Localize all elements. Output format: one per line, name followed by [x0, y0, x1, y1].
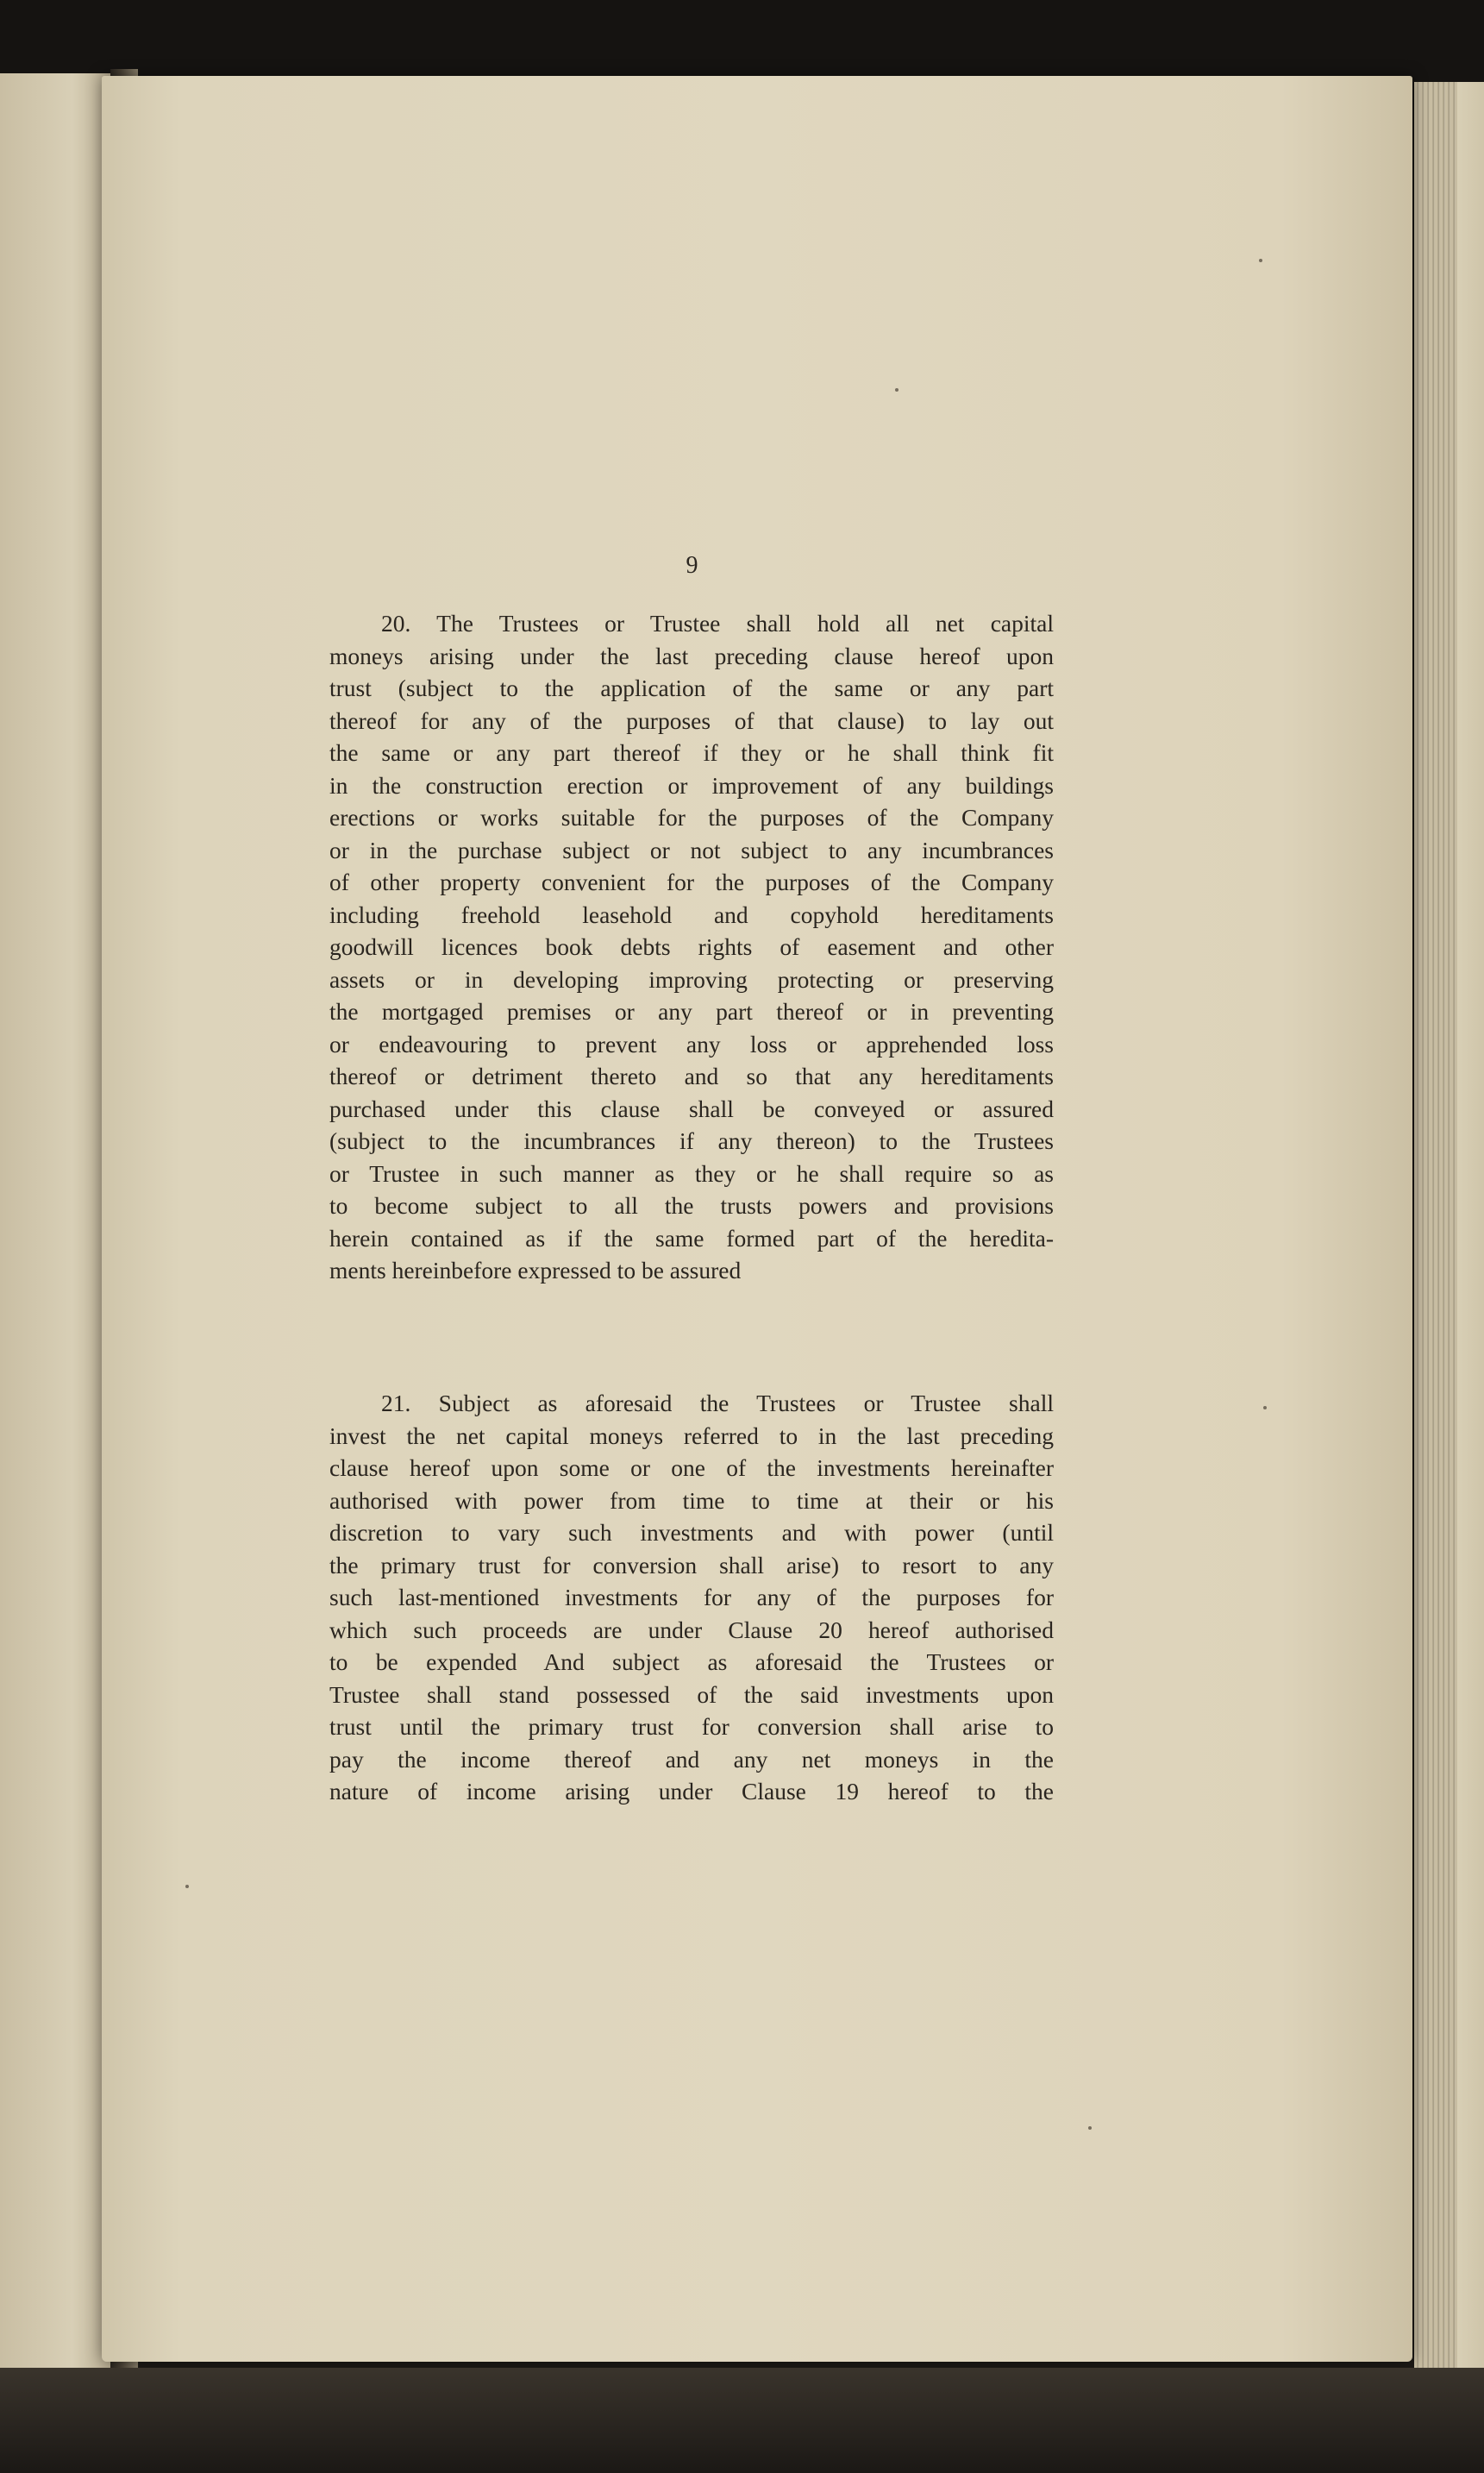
clause-21-line: Trustee shall stand possessed of the said investments upon	[329, 1680, 1054, 1708]
clause-20-line: thereof for any of the purposes of that clause) to lay out	[329, 706, 1054, 734]
clause-21-line: to be expended And subject as aforesaid the Trustees or	[329, 1648, 1054, 1675]
clause-20-line: assets or in developing improving protecting or preserving	[329, 965, 1054, 993]
paper-speck	[1263, 1406, 1267, 1409]
clause-20-line: trust (subject to the application of the same or any part	[329, 675, 1054, 701]
clause-20-line: or in the purchase subject or not subject to any incumbrances	[329, 836, 1054, 863]
clause-21-line: which such proceeds are under Clause 20 hereof authorised	[329, 1616, 1054, 1643]
clause-20-line: moneys arising under the last preceding clause hereof upon	[329, 642, 1054, 669]
clause-20-line: 20. The Trustees or Trustee shall hold all net capital	[381, 610, 1054, 637]
clause-21-line: invest the net capital moneys referred to in the last preceding	[329, 1422, 1054, 1449]
clause-20-line: ments hereinbefore expressed to be assured	[329, 1257, 742, 1284]
clause-21	[329, 1387, 1054, 1808]
clause-20-line: thereof or detriment thereto and so that any hereditaments	[329, 1063, 1054, 1089]
clause-20-line: the mortgaged premises or any part thereof or in preventing	[329, 998, 1054, 1025]
clause-21-line: trust until the primary trust for conversion shall arise to	[329, 1713, 1054, 1740]
clause-21-line: such last-mentioned investments for any of the purposes for	[329, 1584, 1054, 1610]
clause-20-line: herein contained as if the same formed part of the heredita-	[329, 1224, 1054, 1252]
clause-21-line: discretion to vary such investments and with power (until	[329, 1519, 1054, 1546]
clause-21-line: the primary trust for conversion shall arise) to resort to any	[329, 1551, 1054, 1579]
scan-bottom-edge	[0, 2368, 1484, 2473]
clause-20-line: of other property convenient for the purposes of the Company	[329, 869, 1054, 895]
clause-20	[329, 607, 1054, 1287]
clause-20-line: goodwill licences book debts rights of easement and other	[329, 933, 1054, 960]
clause-21-line: clause hereof upon some or one of the investments hereinafter	[329, 1454, 1054, 1481]
clause-20-line: to become subject to all the trusts powers and provisions	[329, 1192, 1054, 1219]
clause-21-line: pay the income thereof and any net moneys in the	[329, 1745, 1054, 1773]
paper-speck	[895, 388, 899, 392]
paper-speck	[1088, 2126, 1092, 2130]
clause-21-line: 21. Subject as aforesaid the Trustees or Trustee shall	[381, 1390, 1054, 1416]
page-number: 9	[686, 552, 698, 579]
paper-speck	[185, 1885, 189, 1888]
clause-20-line: erections or works suitable for the purposes of the Company	[329, 804, 1054, 831]
clause-20-line: including freehold leasehold and copyhold hereditaments	[329, 901, 1054, 928]
paper-speck	[1259, 259, 1262, 262]
clause-21-line: authorised with power from time to time at their or his	[329, 1486, 1054, 1514]
clause-20-line: or endeavouring to prevent any loss or apprehended loss	[329, 1030, 1054, 1058]
clause-20-line: (subject to the incumbrances if any thereon) to the Trustees	[329, 1127, 1054, 1154]
clause-21-line: nature of income arising under Clause 19 hereof to the	[329, 1778, 1054, 1805]
facing-page-right	[1457, 82, 1484, 2368]
clause-20-line: the same or any part thereof if they or he shall think fit	[329, 739, 1054, 766]
clause-20-line: or Trustee in such manner as they or he shall require so as	[329, 1159, 1054, 1187]
clause-20-line: purchased under this clause shall be conveyed or assured	[329, 1095, 1054, 1122]
clause-20-line: in the construction erection or improvement of any buildings	[329, 771, 1054, 799]
